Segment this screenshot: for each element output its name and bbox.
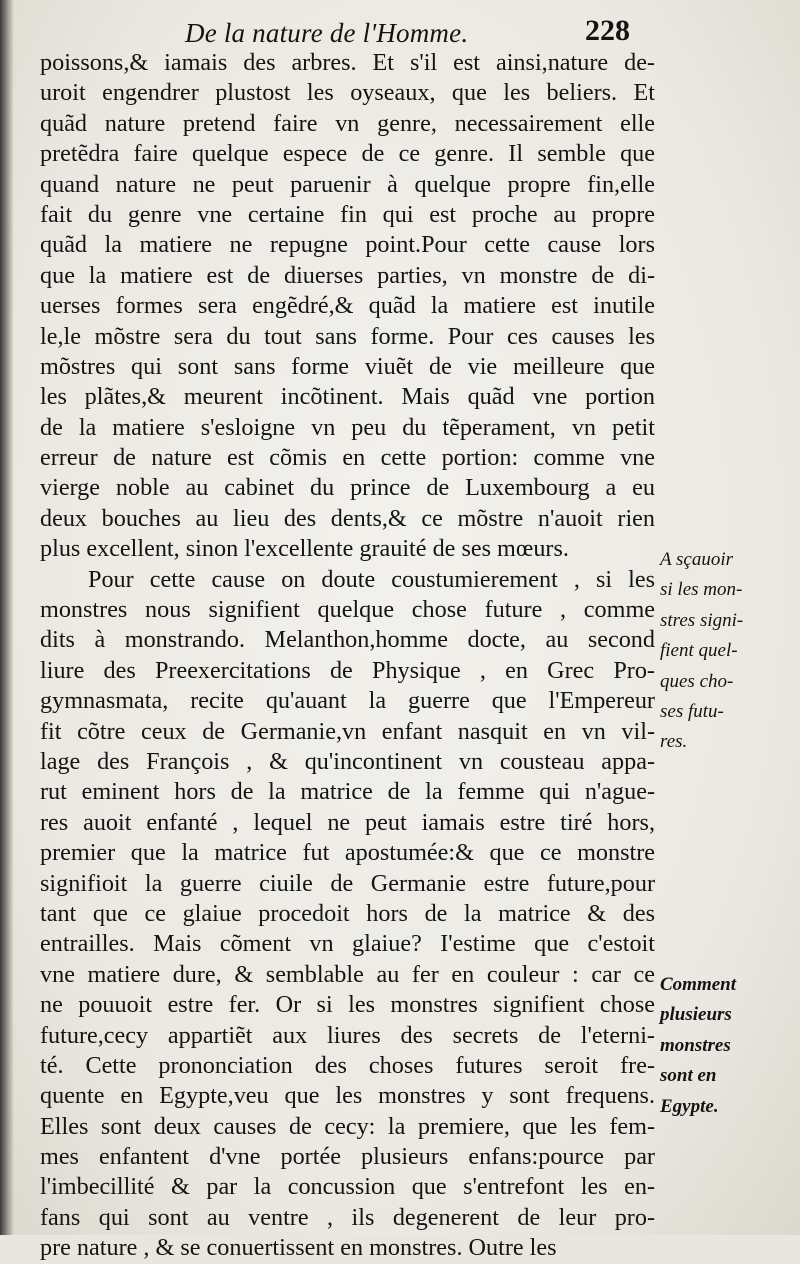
text-line: deux bouches au lieu des dents,& ce mõstre n'auoit rien: [40, 504, 655, 532]
text-line: liure des Preexercitations de Physique , en Grec Pro-: [40, 656, 655, 684]
running-title: De la nature de l'Homme.: [185, 18, 469, 48]
text-line: quãd la matiere ne repugne point.Pour cette cause lors: [40, 231, 655, 259]
text-line: erreur de nature est cõmis en cette portion: comme vne: [40, 444, 655, 472]
text-line: fans qui sont au ventre , ils degenerent de leur pro-: [40, 1203, 655, 1231]
binding-gutter: [0, 0, 14, 1235]
text-line: tant que ce glaiue procedoit hors de la matrice & des: [40, 899, 655, 927]
text-line: rut eminent hors de la matrice de la femme qui n'ague-: [40, 778, 655, 806]
text-line: dits à monstrando. Melanthon,homme docte, au second: [40, 626, 655, 654]
text-line: quãd nature pretend faire vn genre, necessairement elle: [40, 109, 655, 137]
margin-note-line: A sçauoir: [660, 549, 734, 570]
text-line: pretẽdra faire quelque espece de ce genre. Il semble que: [40, 140, 655, 168]
text-line: les plãtes,& meurent incõtinent. Mais quãd vne portion: [40, 383, 655, 411]
text-line: de la matiere s'esloigne vn peu du tẽperament, vn petit: [40, 413, 655, 441]
text-line: signifioit la guerre ciuile de Germanie estre future,pour: [40, 869, 655, 897]
text-line: quand nature ne peut paruenir à quelque propre fin,elle: [40, 170, 655, 198]
text-line: monstres nous signifient quelque chose future , comme: [40, 596, 655, 624]
text-line: uroit engendrer plustost les oyseaux, que les beliers. Et: [40, 79, 655, 107]
text-line: Elles sont deux causes de cecy: la premiere, que les fem-: [40, 1112, 655, 1140]
body-text: [40, 48, 655, 1264]
text-line: gymnasmata, recite qu'auant la guerre que l'Empereur: [40, 687, 655, 715]
text-line: pre nature , & se conuertissent en monstres. Outre les: [40, 1234, 557, 1262]
margin-note-line: ques cho-: [660, 670, 734, 692]
text-line: res auoit enfanté , lequel ne peut iamais estre tiré hors,: [40, 808, 655, 836]
margin-note-line: sont en: [660, 1065, 717, 1087]
margin-note-future-signs: [660, 545, 795, 758]
page-number: 228: [585, 14, 630, 47]
margin-note-line: res.: [660, 731, 688, 753]
text-line: mõstres qui sont sans forme viuẽt de vie meilleure que: [40, 352, 655, 380]
margin-note-line: si les mon-: [660, 579, 743, 601]
text-line: fait du genre vne certaine fin qui est proche au propre: [40, 200, 655, 228]
text-line: poissons,& iamais des arbres. Et s'il est ainsi,nature de-: [40, 49, 655, 76]
margin-note-line: fient quel-: [660, 640, 738, 662]
text-line: mes enfantent d'vne portée plusieurs enfans:pource par: [40, 1143, 655, 1171]
text-line: plus excellent, sinon l'excellente grauité de ses mœurs.: [40, 535, 569, 563]
text-line: fit cõtre ceux de Germanie,vn enfant nasquit en vn vil-: [40, 717, 655, 745]
margin-note-line: Egypte.: [660, 1095, 719, 1117]
text-line: premier que la matrice fut apostumée:& que ce monstre: [40, 839, 655, 867]
text-line: uerses formes sera engẽdré,& quãd la matiere est inutile: [40, 292, 655, 320]
margin-note-line: Comment: [660, 974, 737, 995]
text-line: quente en Egypte,veu que les monstres y sont frequens.: [40, 1082, 655, 1110]
margin-note-egypt-monsters: [660, 970, 795, 1122]
text-line: l'imbecillité & par la concussion que s'entrefont les en-: [40, 1173, 655, 1201]
text-line: vne matiere dure, & semblable au fer en couleur : car ce: [40, 960, 655, 988]
text-line: lage des François , & qu'incontinent vn cousteau appa-: [40, 747, 655, 775]
text-line: que la matiere est de diuerses parties, vn monstre de di-: [40, 261, 655, 289]
text-line: Pour cette cause on doute coustumierement , si les: [88, 565, 655, 593]
text-line: future,cecy appartiẽt aux liures des secrets de l'eterni-: [40, 1021, 655, 1049]
text-line: ne pouuoit estre fer. Or si les monstres signifient chose: [40, 991, 655, 1019]
margin-note-line: monstres: [660, 1034, 731, 1056]
text-line: té. Cette prononciation des choses futures seroit fre-: [40, 1051, 655, 1079]
margin-note-line: stres signi-: [660, 609, 744, 631]
page-header: [0, 10, 800, 50]
text-line: vierge noble au cabinet du prince de Luxembourg a eu: [40, 474, 655, 502]
margin-note-line: plusieurs: [660, 1004, 732, 1026]
text-line: le,le mõstre sera du tout sans forme. Pour ces causes les: [40, 322, 655, 350]
text-line: entrailles. Mais cõment vn glaiue? I'estime que c'estoit: [40, 930, 655, 958]
margin-note-line: ses futu-: [660, 701, 724, 723]
